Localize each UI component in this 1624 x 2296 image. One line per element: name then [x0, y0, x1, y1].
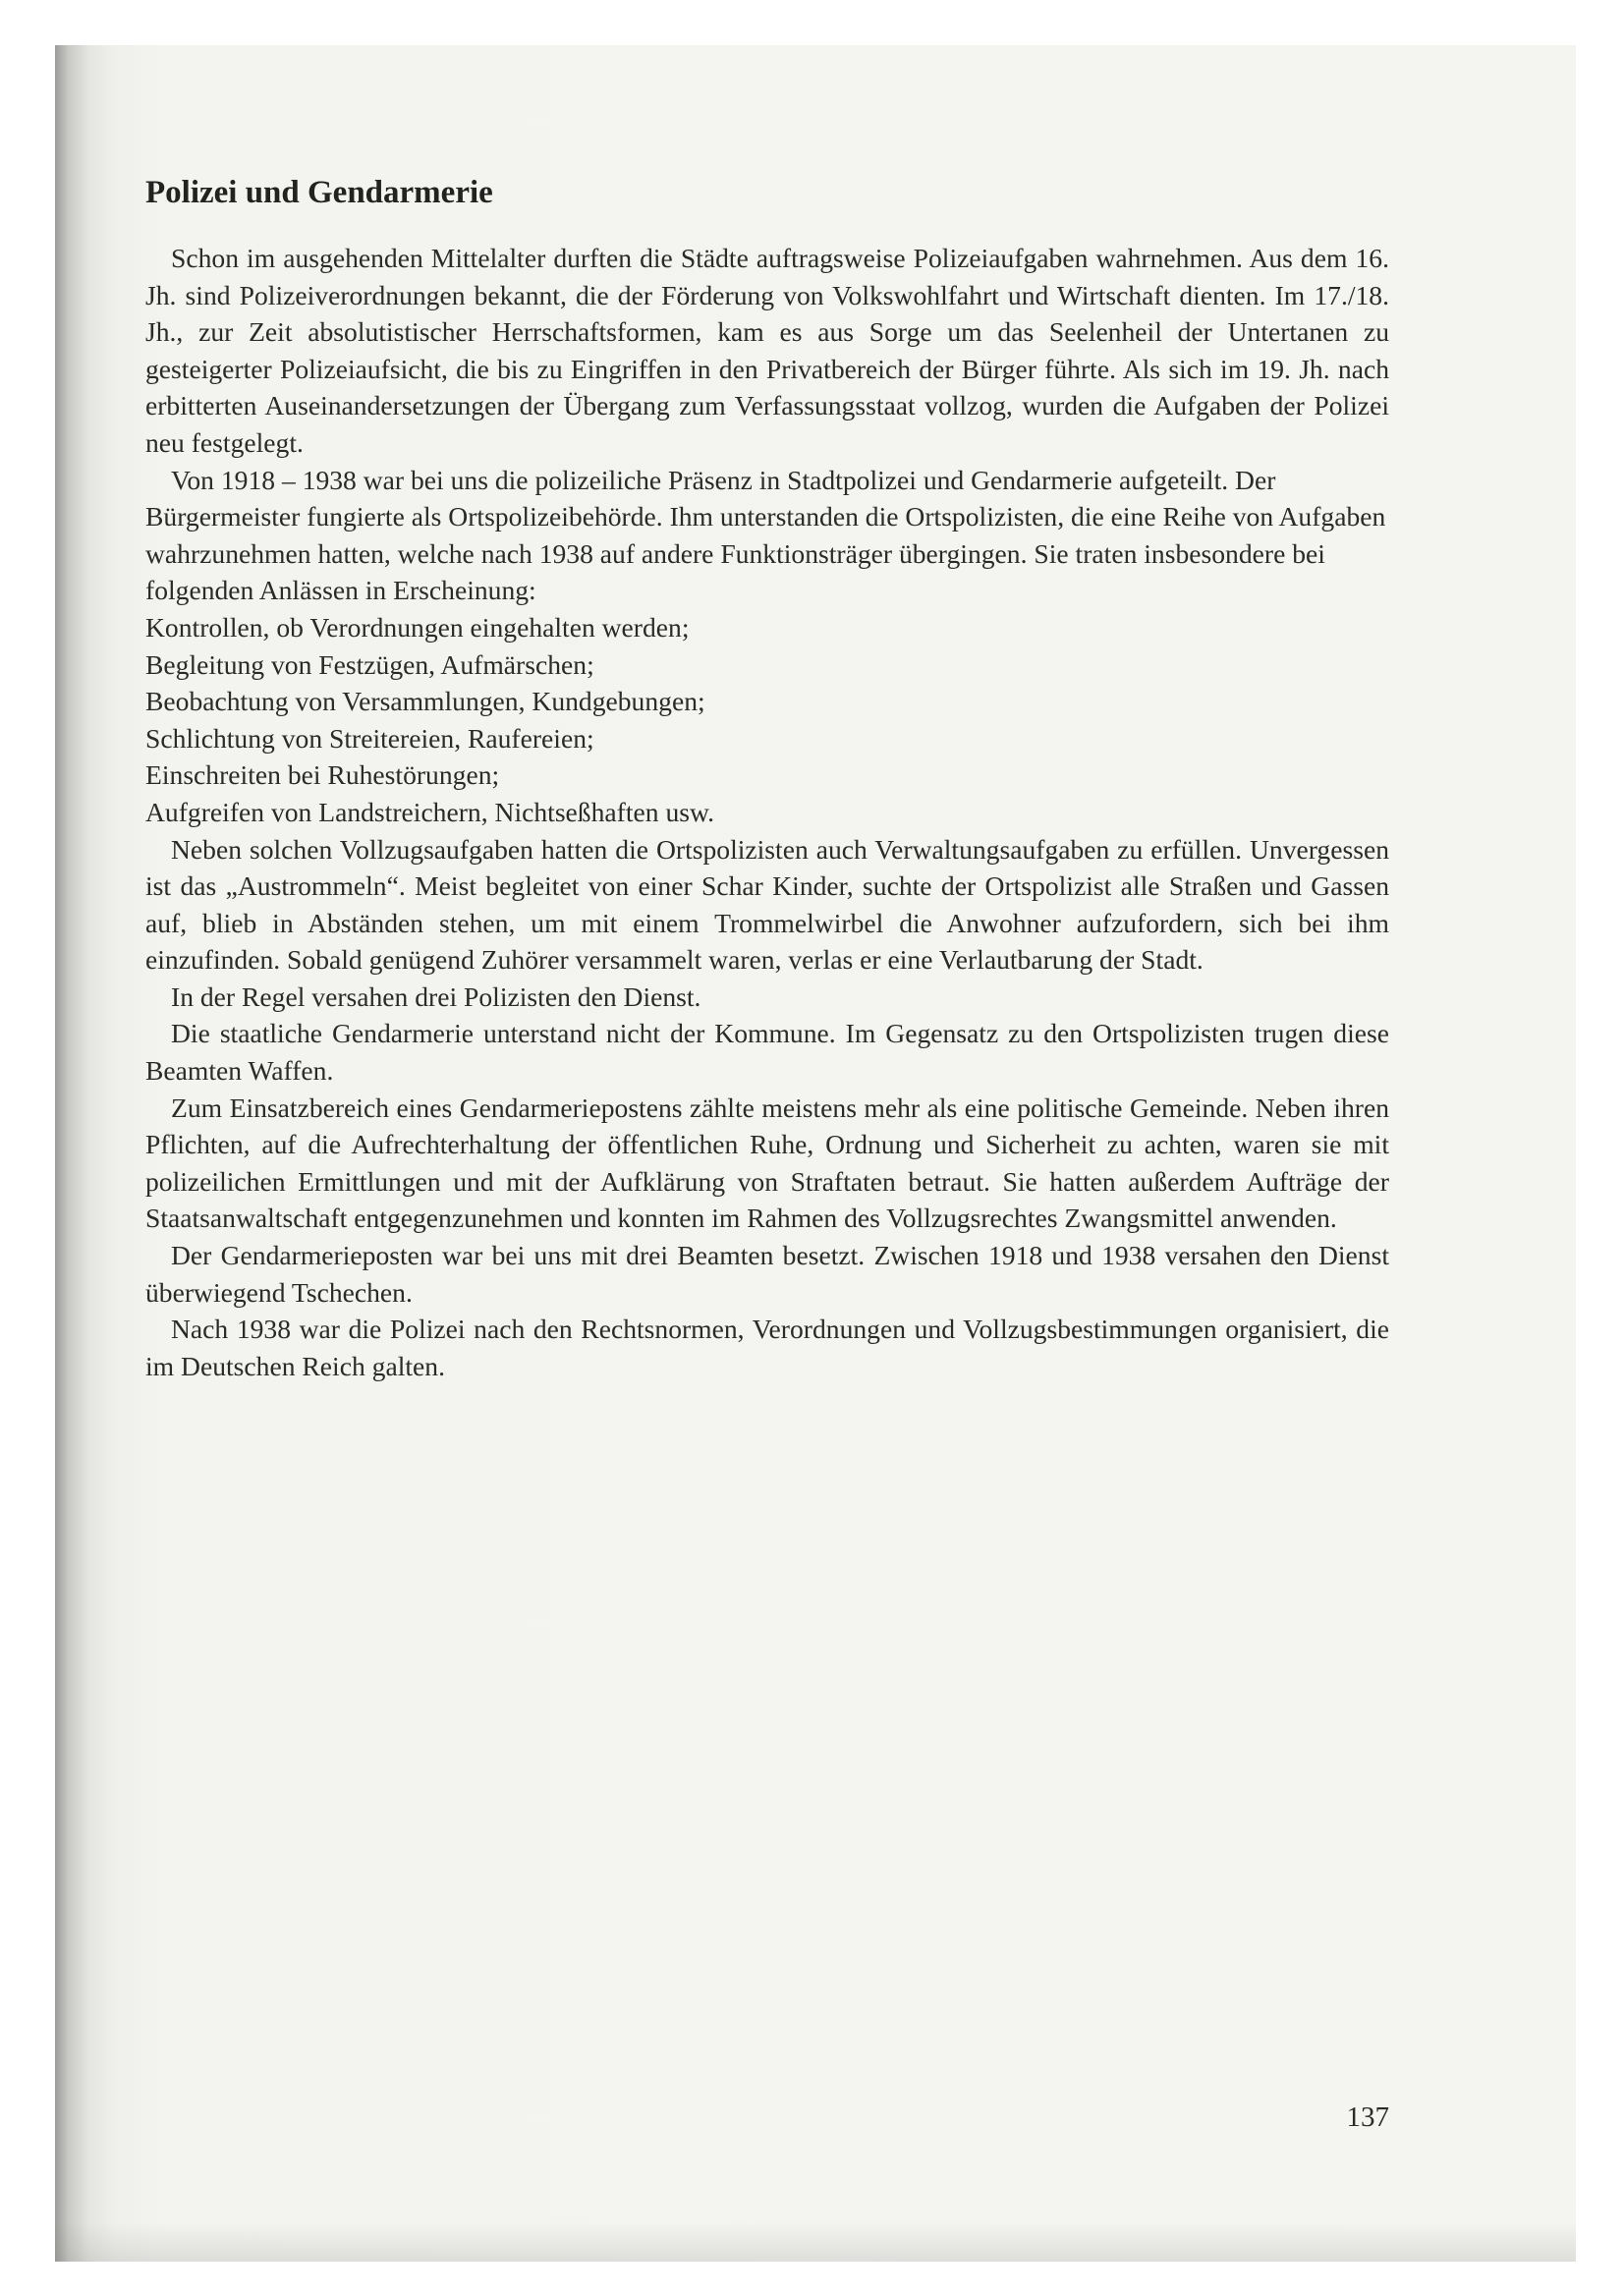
- list-item: Beobachtung von Versammlungen, Kundgebungen;: [145, 686, 705, 717]
- list-item: Aufgreifen von Landstreichern, Nichtseßhaften usw.: [145, 796, 715, 827]
- paragraph-nach-1938: Nach 1938 war die Polizei nach den Rechtsnormen, Verordnungen und Vollzugsbestimmungen organisiert, die im Deutschen Reich galten.: [145, 1314, 1389, 1381]
- scanned-page: [55, 45, 1576, 2262]
- list-item: Kontrollen, ob Verordnungen eingehalten werden;: [145, 611, 690, 643]
- list-item: Begleitung von Festzügen, Aufmärschen;: [145, 648, 594, 680]
- paragraph-einsatzbereich: Zum Einsatzbereich eines Gendarmeriepostens zählte meistens mehr als eine politische Gemeinde. Neben ihren Pflichten, auf die Aufrechterhaltung der öffentlichen Ruhe, Ordnung und Sicherheit zu achten, waren sie mit polizeilichen Ermittlungen und mit der Aufklärung von Straftaten betraut. Sie hatten außerdem Aufträge der Staatsanwaltschaft entgegenzunehmen und konnten im Rahmen des Vollzugsrechtes Zwangsmittel anwenden.: [145, 1092, 1389, 1234]
- paragraph-1918-1938: Von 1918 – 1938 war bei uns die polizeiliche Präsenz in Stadtpolizei und Gendarmerie aufgeteilt. Der Bürgermeister fungierte als Ortspolizeibehörde. Ihm unterstanden die Ortspolizisten, die eine Reihe von Aufgaben wahrzunehmen hatten, welche nach 1938 auf andere Funktionsträger übergingen. Sie traten insbesondere bei folgenden Anlässen in Erscheinung:: [145, 464, 1386, 606]
- paragraph-austrommeln: Neben solchen Vollzugsaufgaben hatten die Ortspolizisten auch Verwaltungsaufgaben zu erfüllen. Unvergessen ist das „Austrommeln“. Meist begleitet von einer Schar Kinder, suchte der Ortspolizist alle Straßen und Gassen auf, blieb in Abständen stehen, um mit einem Trommelwirbel die Anwohner aufzufordern, sich bei ihm einzufinden. Sobald genügend Zuhörer versammelt waren, verlas er eine Verlautbarung der Stadt.: [145, 833, 1389, 976]
- paragraph-gendarmerieposten: Der Gendarmerieposten war bei uns mit drei Beamten besetzt. Zwischen 1918 und 1938 versahen den Dienst überwiegend Tschechen.: [145, 1240, 1389, 1308]
- page-text: [145, 173, 1389, 1384]
- section-heading: Polizei und Gendarmerie: [145, 175, 493, 210]
- duties-list: [145, 609, 1389, 831]
- list-item: Einschreiten bei Ruhestörungen;: [145, 759, 500, 791]
- paragraph-gendarmerie: Die staatliche Gendarmerie unterstand nicht der Kommune. Im Gegensatz zu den Ortspolizisten trugen diese Beamten Waffen.: [145, 1018, 1389, 1087]
- list-item: Schlichtung von Streitereien, Raufereien;: [145, 722, 594, 754]
- page-number: 137: [1346, 2101, 1389, 2133]
- paragraph-history: Schon im ausgehenden Mittelalter durften die Städte auftragsweise Polizeiaufgaben wahrnehmen. Aus dem 16. Jh. sind Polizeiverordnungen bekannt, die der Förderung von Volkswohlfahrt und Wirtschaft dienten. Im 17./18. Jh., zur Zeit absolutistischer Herrschaftsformen, kam es aus Sorge um das Seelenheil der Untertanen zu gesteigerter Polizeiaufsicht, die bis zu Eingriffen in den Privatbereich der Bürger führte. Als sich im 19. Jh. nach erbitterten Auseinandersetzungen der Übergang zum Verfassungsstaat vollzog, wurden die Aufgaben der Polizei neu festgelegt.: [145, 243, 1389, 458]
- paragraph-polizisten-dienst: In der Regel versahen drei Polizisten den Dienst.: [171, 980, 701, 1012]
